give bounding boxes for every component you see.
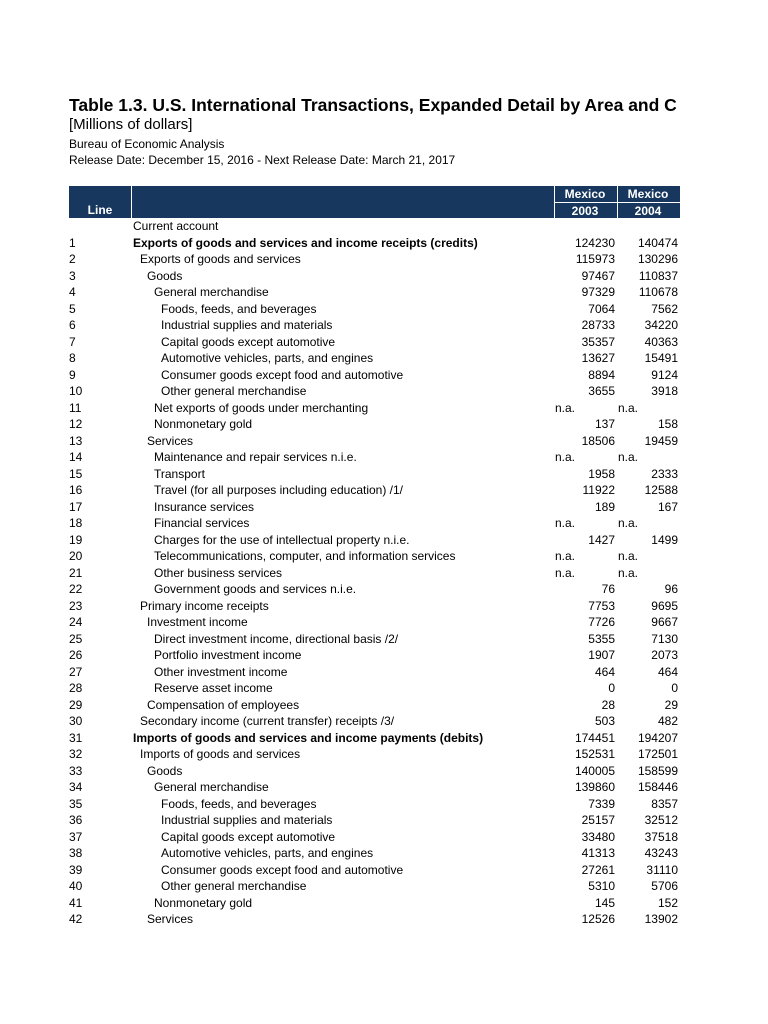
value-2003: 145 [594, 895, 615, 910]
line-number: 24 [69, 615, 83, 629]
value-2003: 28733 [581, 318, 615, 332]
table-row [69, 482, 680, 499]
value-2004: 140474 [637, 235, 678, 250]
line-number: 7 [69, 334, 76, 349]
line-number: 35 [69, 796, 83, 811]
row-label: Industrial supplies and materials [161, 318, 333, 332]
table-row [69, 284, 680, 301]
table-row [69, 251, 680, 268]
line-number: 5 [69, 301, 76, 316]
value-2004: n.a. [618, 450, 639, 464]
value-2004: 0 [671, 681, 678, 695]
value-2004: n.a. [618, 516, 639, 530]
column-area-header: Mexico [627, 187, 669, 201]
table-row [69, 548, 680, 565]
value-2003: n.a. [555, 516, 576, 530]
line-number: 18 [69, 516, 83, 530]
value-2004: 12588 [644, 483, 678, 497]
value-2004: 9695 [651, 598, 678, 613]
value-2004: 130296 [637, 252, 678, 266]
row-label: Automotive vehicles, parts, and engines [161, 351, 374, 365]
row-label: Current account [133, 219, 219, 233]
line-number: 21 [69, 565, 83, 580]
value-2004: 172501 [637, 747, 678, 761]
table-row [69, 878, 680, 895]
value-2004: 32512 [644, 813, 678, 827]
row-label: Nonmonetary gold [154, 417, 253, 431]
table-row [69, 796, 680, 813]
line-number: 27 [69, 664, 83, 679]
value-2003: 35357 [581, 334, 615, 349]
table-row [69, 449, 680, 466]
table-row [69, 664, 680, 681]
row-label: Travel (for all purposes including education) /1/ [154, 483, 404, 497]
value-2003: 464 [594, 664, 615, 679]
value-2004: n.a. [618, 400, 639, 415]
row-label: Consumer goods except food and automotive [161, 862, 404, 877]
value-2003: 5310 [588, 879, 615, 893]
value-2003: 13627 [581, 351, 615, 365]
value-2004: 152 [657, 895, 678, 910]
value-2003: 140005 [574, 763, 615, 778]
value-2003: n.a. [555, 565, 576, 580]
row-label: Industrial supplies and materials [161, 813, 333, 827]
value-2004: 158599 [637, 763, 678, 778]
table-row [69, 730, 680, 747]
row-label: Financial services [154, 516, 250, 530]
value-2003: 33480 [581, 829, 615, 844]
value-2004: n.a. [618, 549, 639, 563]
value-2004: 96 [664, 582, 678, 596]
table-row [69, 466, 680, 483]
line-number: 36 [69, 813, 83, 827]
value-2004: 29 [664, 697, 678, 712]
value-2004: 3918 [651, 384, 678, 398]
value-2003: 137 [594, 417, 615, 431]
line-number: 12 [69, 417, 83, 431]
value-2003: 7064 [588, 301, 615, 316]
row-label: Capital goods except automotive [161, 334, 336, 349]
value-2004: 5706 [651, 879, 678, 893]
row-label: Goods [147, 268, 183, 283]
table-row [69, 895, 680, 912]
row-label: Capital goods except automotive [161, 829, 336, 844]
table-row [69, 334, 680, 351]
column-year-header: 2004 [634, 204, 662, 218]
value-2004: 43243 [644, 846, 678, 860]
line-number: 17 [69, 499, 83, 514]
row-label: Exports of goods and services [140, 252, 301, 266]
row-label: Goods [147, 763, 183, 778]
line-number: 2 [69, 252, 76, 266]
row-label: Other general merchandise [161, 384, 307, 398]
value-2003: 1958 [588, 466, 615, 481]
value-2004: 34220 [644, 318, 678, 332]
line-number: 6 [69, 318, 76, 332]
value-2003: 97467 [581, 268, 615, 283]
release-dates: Release Date: December 15, 2016 - Next Release Date: March 21, 2017 [69, 153, 456, 167]
value-2004: 7562 [651, 301, 678, 316]
line-number: 41 [69, 895, 83, 910]
table-row [69, 416, 680, 433]
line-number: 8 [69, 351, 76, 365]
line-number: 11 [69, 400, 82, 415]
line-number: 30 [69, 714, 83, 728]
value-2004: 482 [657, 714, 678, 728]
table-row [69, 812, 680, 829]
agency-name: Bureau of Economic Analysis [69, 137, 225, 151]
row-label: Imports of goods and services [140, 747, 301, 761]
line-number: 29 [69, 697, 83, 712]
line-number: 28 [69, 681, 83, 695]
row-label: Net exports of goods under merchanting [154, 400, 369, 415]
value-2003: n.a. [555, 549, 576, 563]
table-row [69, 565, 680, 582]
value-2003: 7753 [588, 598, 615, 613]
value-2003: 28 [601, 697, 615, 712]
row-label: Insurance services [154, 499, 255, 514]
value-2004: 110678 [638, 285, 678, 299]
table-row [69, 614, 680, 631]
value-2003: 152531 [574, 747, 615, 761]
table-row [69, 383, 680, 400]
value-2003: 7726 [588, 615, 615, 629]
line-number: 23 [69, 598, 83, 613]
row-label: Foods, feeds, and beverages [161, 301, 317, 316]
line-number: 37 [69, 829, 83, 844]
table-row [69, 218, 680, 235]
row-label: Telecommunications, computer, and information services [154, 549, 456, 563]
value-2003: 139860 [574, 780, 615, 794]
row-label: Services [147, 912, 194, 926]
value-2004: 2073 [651, 648, 678, 662]
column-year-header: 2003 [571, 204, 599, 218]
line-number: 19 [69, 532, 83, 547]
line-number: 39 [69, 862, 83, 877]
line-number: 40 [69, 879, 83, 893]
line-number: 22 [69, 582, 83, 596]
table-row [69, 680, 680, 697]
value-2003: 1907 [588, 648, 615, 662]
table-row [69, 829, 680, 846]
line-number: 4 [69, 285, 76, 299]
row-label: Government goods and services n.i.e. [154, 582, 357, 596]
value-2003: 97329 [581, 285, 615, 299]
line-number: 38 [69, 846, 83, 860]
value-2003: 27261 [581, 862, 615, 877]
table-row [69, 350, 680, 367]
table-row [69, 433, 680, 450]
row-label: Other general merchandise [161, 879, 307, 893]
value-2004: 19459 [644, 433, 678, 448]
value-2003: 11922 [582, 483, 615, 497]
value-2003: 12526 [581, 912, 615, 926]
line-number: 13 [69, 433, 83, 448]
value-2004: 1499 [651, 532, 678, 547]
value-2003: 503 [594, 714, 615, 728]
table-row [69, 400, 680, 417]
value-2004: 158 [657, 417, 678, 431]
value-2004: 464 [657, 664, 678, 679]
row-label: Portfolio investment income [154, 648, 302, 662]
table-row [69, 317, 680, 334]
table-row [69, 581, 680, 598]
value-2004: 40363 [644, 334, 678, 349]
line-number: 25 [69, 631, 83, 646]
table-row [69, 532, 680, 549]
table-row [69, 763, 680, 780]
row-label: Nonmonetary gold [154, 895, 253, 910]
table-title: Table 1.3. U.S. International Transactions, Expanded Detail by Area and C [69, 95, 677, 115]
table-row [69, 631, 680, 648]
value-2004: 194207 [637, 730, 678, 745]
value-2003: 3655 [588, 384, 615, 398]
row-label: Foods, feeds, and beverages [161, 796, 317, 811]
value-2003: n.a. [555, 450, 576, 464]
value-2003: 76 [601, 582, 615, 596]
table-row [69, 746, 680, 763]
row-label: Consumer goods except food and automotive [161, 367, 404, 382]
line-number: 16 [69, 483, 83, 497]
row-label: Primary income receipts [140, 598, 269, 613]
row-label: Maintenance and repair services n.i.e. [154, 450, 357, 464]
table-row [69, 598, 680, 615]
value-2004: 8357 [651, 796, 678, 811]
row-label: Exports of goods and services and income receipts (credits) [133, 235, 478, 250]
row-label: Compensation of employees [147, 697, 300, 712]
value-2003: n.a. [555, 400, 576, 415]
table-row [69, 845, 680, 862]
line-number: 10 [69, 384, 83, 398]
table-row [69, 779, 680, 796]
table-row [69, 499, 680, 516]
value-2003: 5355 [588, 631, 615, 646]
line-number: 1 [69, 235, 76, 250]
value-2004: 31110 [646, 862, 678, 877]
line-number: 32 [69, 747, 83, 761]
table-row [69, 713, 680, 730]
row-label: General merchandise [154, 780, 269, 794]
row-label: Transport [154, 466, 205, 481]
line-number: 9 [69, 367, 76, 382]
row-label: Reserve asset income [154, 681, 273, 695]
row-label: Charges for the use of intellectual property n.i.e. [154, 532, 410, 547]
value-2003: 115973 [575, 252, 615, 266]
row-label: Imports of goods and services and income payments (debits) [133, 730, 484, 745]
table-row [69, 235, 680, 252]
value-2003: 124230 [574, 235, 615, 250]
value-2003: 18506 [581, 433, 615, 448]
line-number: 31 [69, 730, 83, 745]
column-area-header: Mexico [564, 187, 606, 201]
value-2004: 2333 [651, 466, 678, 481]
row-label: Other business services [154, 565, 283, 580]
table-row [69, 911, 680, 928]
line-number: 3 [69, 268, 76, 283]
row-label: Direct investment income, directional basis /2/ [154, 631, 399, 646]
line-number: 14 [69, 450, 83, 464]
value-2004: n.a. [618, 565, 639, 580]
table-row [69, 697, 680, 714]
value-2003: 0 [608, 681, 615, 695]
value-2003: 8894 [588, 367, 615, 382]
table-row [69, 268, 680, 285]
row-label: Automotive vehicles, parts, and engines [161, 846, 374, 860]
row-label: Secondary income (current transfer) receipts /3/ [140, 714, 395, 728]
row-label: Investment income [147, 615, 248, 629]
table-row [69, 367, 680, 384]
value-2004: 37518 [644, 829, 678, 844]
units-subtitle: [Millions of dollars] [69, 116, 193, 133]
line-number: 15 [69, 466, 83, 481]
line-number: 20 [69, 549, 83, 563]
row-label: Other investment income [154, 664, 288, 679]
value-2003: 189 [594, 499, 615, 514]
value-2004: 158446 [637, 780, 678, 794]
table-row [69, 647, 680, 664]
row-label: General merchandise [154, 285, 269, 299]
line-number: 34 [69, 780, 83, 794]
value-2004: 9667 [651, 615, 678, 629]
line-number: 33 [69, 763, 83, 778]
value-2003: 25157 [581, 813, 615, 827]
line-column-header: Line [87, 203, 113, 217]
table-header [69, 186, 680, 218]
value-2003: 1427 [588, 532, 615, 547]
table-row [69, 515, 680, 532]
value-2004: 13902 [644, 912, 678, 926]
value-2004: 15491 [644, 351, 678, 365]
header-divider [131, 186, 132, 218]
table-body [69, 218, 680, 928]
line-number: 26 [69, 648, 83, 662]
value-2004: 9124 [651, 367, 678, 382]
value-2003: 7339 [588, 796, 615, 811]
table-row [69, 862, 680, 879]
value-2004: 110837 [638, 268, 678, 283]
value-2003: 41313 [581, 846, 615, 860]
table-row [69, 301, 680, 318]
line-number: 42 [69, 912, 83, 926]
row-label: Services [147, 433, 194, 448]
value-2004: 7130 [651, 631, 678, 646]
value-2004: 167 [657, 499, 678, 514]
value-2003: 174451 [574, 730, 615, 745]
